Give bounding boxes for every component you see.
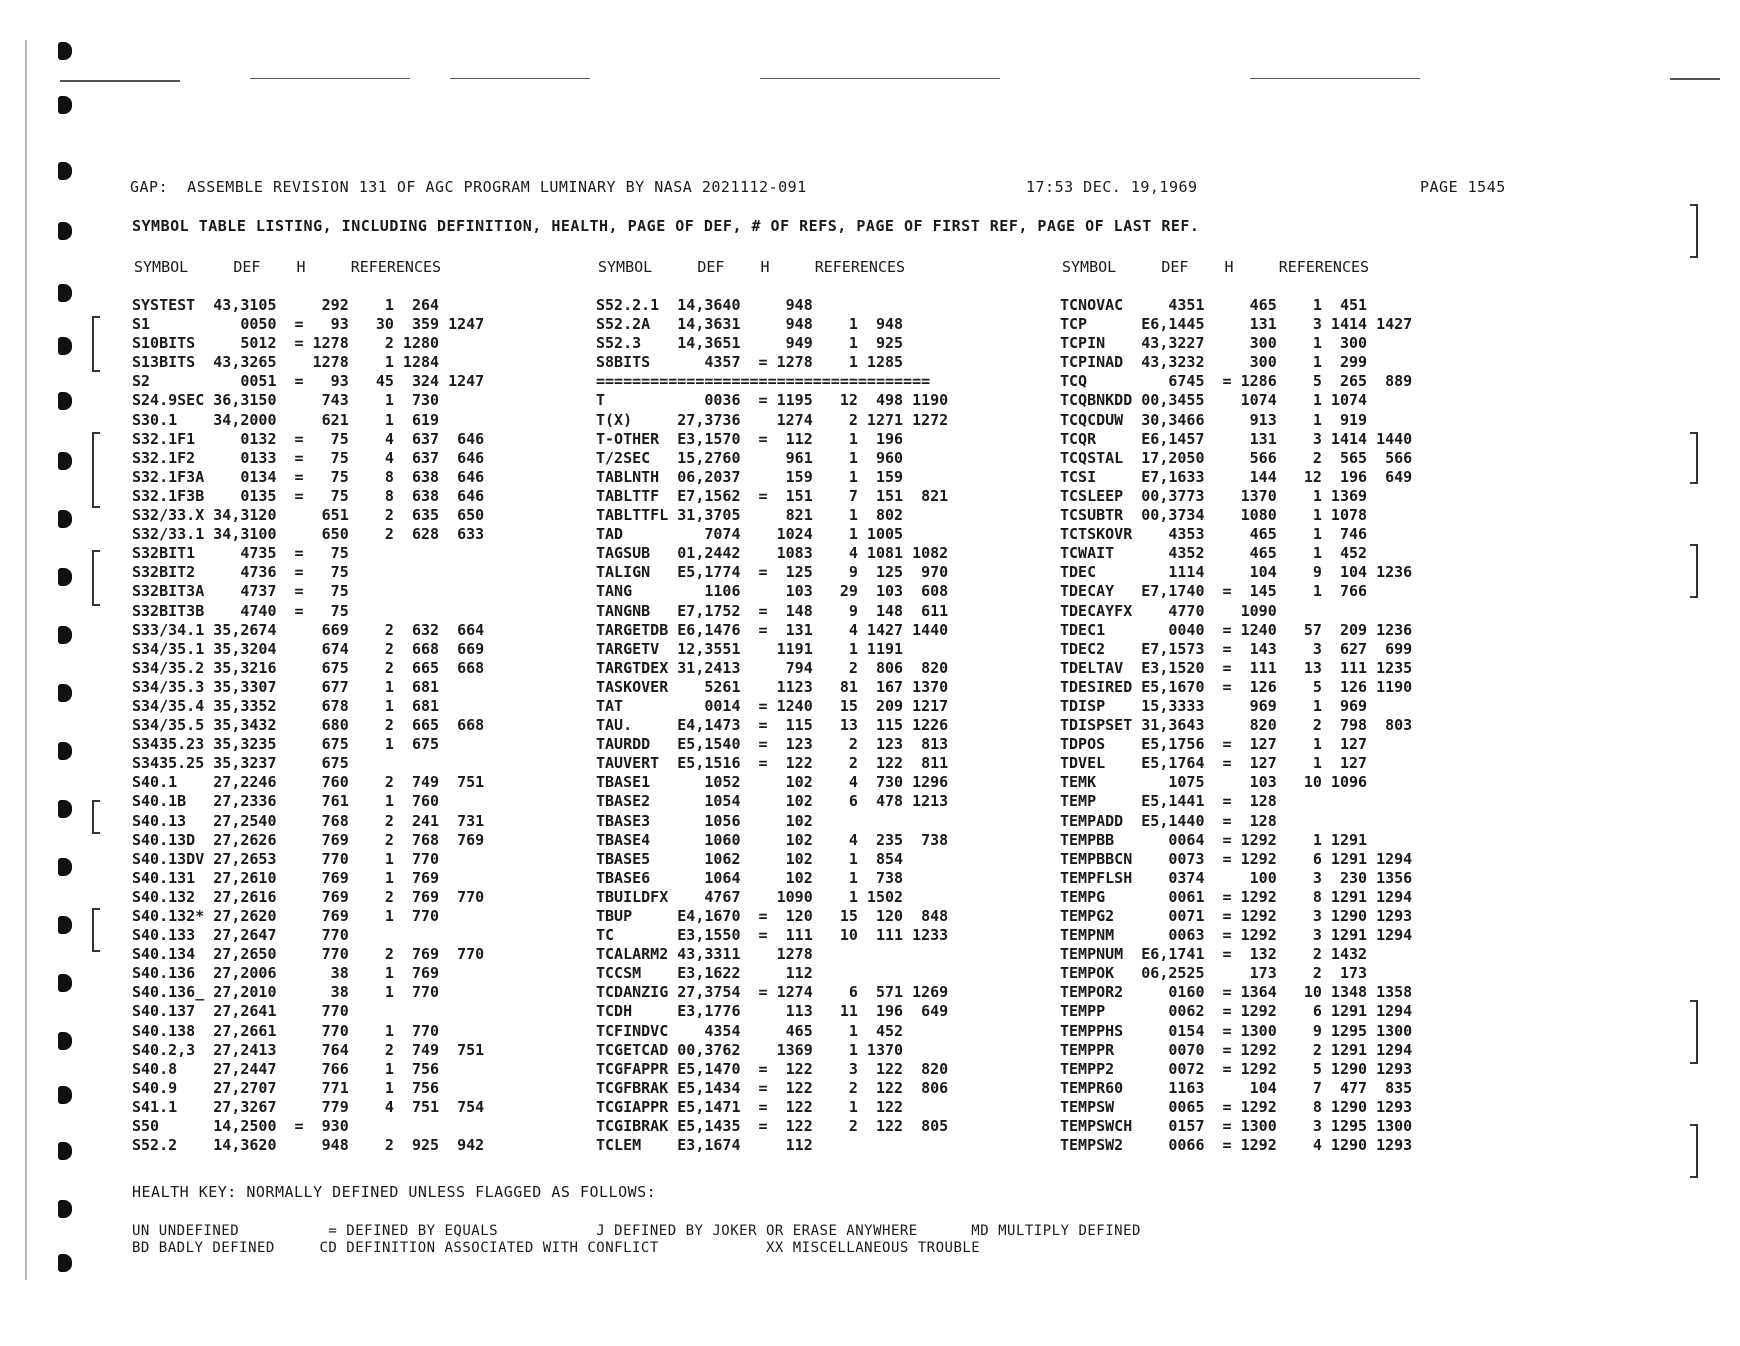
symbol-table-right — [1060, 296, 1412, 1155]
table-row: TBASE1 1052 102 4 730 1296 — [596, 773, 949, 792]
table-row: TEMPSW 0065 = 1292 8 1290 1293 — [1060, 1097, 1413, 1116]
table-row: S3435.23 35,3235 675 1 675 — [132, 735, 440, 754]
table-row: TDELTAV E3,1520 = 111 13 111 1235 — [1060, 658, 1413, 677]
table-row: TBASE5 1062 102 1 854 — [596, 849, 904, 868]
margin-bracket — [92, 432, 100, 508]
table-row: S41.1 27,3267 779 4 751 754 — [132, 1097, 485, 1116]
table-row: TABLTTFL 31,3705 821 1 802 — [596, 506, 904, 525]
table-row: S13BITS 43,3265 1278 1 1284 — [132, 353, 440, 372]
table-row: S40.2,3 27,2413 764 2 749 751 — [132, 1040, 485, 1059]
table-row: TEMPR60 1163 104 7 477 835 — [1060, 1078, 1413, 1097]
table-row: TAURDD E5,1540 = 123 2 123 813 — [596, 735, 949, 754]
table-row: TCNOVAC 4351 465 1 451 — [1060, 296, 1368, 314]
table-row: S32.1F3A 0134 = 75 8 638 646 — [132, 467, 485, 486]
table-row: TCQ 6745 = 1286 5 265 889 — [1060, 372, 1413, 391]
table-row: TCTSKOVR 4353 465 1 746 — [1060, 525, 1368, 544]
table-row: TDEC2 E7,1573 = 143 3 627 699 — [1060, 639, 1413, 658]
table-row: TBASE6 1064 102 1 738 — [596, 868, 904, 887]
table-row: TDESIRED E5,1670 = 126 5 126 1190 — [1060, 677, 1413, 696]
table-row: S52.2.1 14,3640 948 — [596, 296, 813, 314]
table-row: TCSUBTR 00,3734 1080 1 1078 — [1060, 506, 1368, 525]
health-key-line-2: BD BADLY DEFINED CD DEFINITION ASSOCIATED WITH CONFLICT XX MISCELLANEOUS TROUBLE — [132, 1240, 981, 1256]
table-row: TCQSTAL 17,2050 566 2 565 566 — [1060, 448, 1413, 467]
table-row: TEMPP2 0072 = 1292 5 1290 1293 — [1060, 1059, 1413, 1078]
listing-header-time: 17:53 DEC. 19,1969 — [1026, 178, 1198, 196]
health-key-title: HEALTH KEY: NORMALLY DEFINED UNLESS FLAGGED AS FOLLOWS: — [132, 1183, 657, 1201]
table-row: S40.8 27,2447 766 1 756 — [132, 1059, 440, 1078]
margin-bracket — [92, 908, 100, 952]
table-row: S32BIT3B 4740 = 75 — [132, 601, 349, 620]
table-row: TCSLEEP 00,3773 1370 1 1369 — [1060, 486, 1368, 505]
punch-hole-icon — [58, 452, 72, 470]
punch-hole-icon — [58, 337, 72, 355]
table-row: TCWAIT 4352 465 1 452 — [1060, 544, 1368, 563]
punch-hole-icon — [58, 626, 72, 644]
table-row: S40.9 27,2707 771 1 756 — [132, 1078, 440, 1097]
table-row: S40.13DV 27,2653 770 1 770 — [132, 849, 440, 868]
table-row: TEMPPHS 0154 = 1300 9 1295 1300 — [1060, 1021, 1413, 1040]
table-row: TEMPADD E5,1440 = 128 — [1060, 811, 1277, 830]
table-row: S52.3 14,3651 949 1 925 — [596, 334, 904, 353]
margin-bracket — [1690, 1000, 1698, 1064]
table-row: TCCSM E3,1622 112 — [596, 964, 813, 983]
table-row: TCPINAD 43,3232 300 1 299 — [1060, 353, 1368, 372]
table-row: TEMPSW2 0066 = 1292 4 1290 1293 — [1060, 1136, 1413, 1155]
table-row: S34/35.1 35,3204 674 2 668 669 — [132, 639, 485, 658]
punch-hole-icon — [58, 1200, 72, 1218]
table-row: S40.132* 27,2620 769 1 770 — [132, 907, 440, 925]
punch-hole-icon — [58, 1254, 72, 1272]
table-row: TARGTDEX 31,2413 794 2 806 820 — [596, 658, 949, 677]
table-row: TANGNB E7,1752 = 148 9 148 611 — [596, 601, 949, 620]
table-row: S34/35.3 35,3307 677 1 681 — [132, 677, 440, 696]
table-row: TCGIAPPR E5,1471 = 122 1 122 — [596, 1097, 904, 1116]
tear-rule — [1250, 78, 1420, 79]
table-row: TCPIN 43,3227 300 1 300 — [1060, 334, 1368, 353]
table-row: TEMPOK 06,2525 173 2 173 — [1060, 964, 1368, 983]
table-row: TBUILDFX 4767 1090 1 1502 — [596, 887, 904, 906]
punch-hole-icon — [58, 568, 72, 586]
margin-bracket — [1690, 544, 1698, 598]
table-row: S32/33.X 34,3120 651 2 635 650 — [132, 506, 485, 525]
table-row: S3435.25 35,3237 675 — [132, 754, 349, 773]
table-row: S32.1F1 0132 = 75 4 637 646 — [132, 429, 485, 448]
table-row: TDPOS E5,1756 = 127 1 127 — [1060, 735, 1368, 754]
table-row: S32BIT1 4735 = 75 — [132, 544, 349, 563]
table-row: S34/35.4 35,3352 678 1 681 — [132, 696, 440, 715]
table-row: TBASE2 1054 102 6 478 1213 — [596, 792, 949, 811]
health-key-line-1: UN UNDEFINED = DEFINED BY EQUALS J DEFINED BY JOKER OR ERASE ANYWHERE MD MULTIPLY DEFINED — [132, 1223, 1141, 1239]
table-row: T(X) 27,3736 1274 2 1271 1272 — [596, 410, 949, 429]
page-number: PAGE 1545 — [1420, 178, 1506, 196]
margin-bracket — [1690, 1124, 1698, 1178]
punch-hole-icon — [58, 916, 72, 934]
table-row: S50 14,2500 = 930 — [132, 1117, 349, 1136]
table-row: S40.136_ 27,2010 38 1 770 — [132, 983, 440, 1002]
table-row: S10BITS 5012 = 1278 2 1280 — [132, 334, 440, 353]
tear-rule — [1670, 78, 1720, 80]
table-row: TCFINDVC 4354 465 1 452 — [596, 1021, 904, 1040]
punch-hole-icon — [58, 42, 72, 60]
punch-hole-icon — [58, 800, 72, 818]
table-row: TAU. E4,1473 = 115 13 115 1226 — [596, 716, 949, 735]
table-row: TCQCDUW 30,3466 913 1 919 — [1060, 410, 1368, 429]
table-row: TBASE4 1060 102 4 235 738 — [596, 830, 949, 849]
table-row: S40.13 27,2540 768 2 241 731 — [132, 811, 485, 830]
table-row: S32/33.1 34,3100 650 2 628 633 — [132, 525, 485, 544]
margin-bracket — [92, 800, 100, 834]
table-row: TCGFBRAK E5,1434 = 122 2 122 806 — [596, 1078, 949, 1097]
table-row: TDECAY E7,1740 = 145 1 766 — [1060, 582, 1368, 601]
table-row: S34/35.5 35,3432 680 2 665 668 — [132, 716, 485, 735]
punch-hole-icon — [58, 1086, 72, 1104]
table-row: S52.2 14,3620 948 2 925 942 — [132, 1136, 485, 1155]
punch-hole-icon — [58, 392, 72, 410]
binder-edge-line — [25, 40, 27, 1280]
column-header-middle: SYMBOL DEF H REFERENCES — [598, 258, 906, 276]
table-row: T/2SEC 15,2760 961 1 960 — [596, 448, 904, 467]
table-row: TAD 7074 1024 1 1005 — [596, 525, 904, 544]
table-row: TEMPG2 0071 = 1292 3 1290 1293 — [1060, 907, 1413, 925]
table-row: TAGSUB 01,2442 1083 4 1081 1082 — [596, 544, 949, 563]
table-row: TDECAYFX 4770 1090 — [1060, 601, 1277, 620]
table-row: TEMPSWCH 0157 = 1300 3 1295 1300 — [1060, 1117, 1413, 1136]
table-row: TABLTTF E7,1562 = 151 7 151 821 — [596, 486, 949, 505]
table-row: S8BITS 4357 = 1278 1 1285 — [596, 353, 904, 372]
punch-hole-icon — [58, 974, 72, 992]
table-row: TCGETCAD 00,3762 1369 1 1370 — [596, 1040, 904, 1059]
table-row: S2 0051 = 93 45 324 1247 — [132, 372, 485, 391]
table-row: S40.131 27,2610 769 1 769 — [132, 868, 440, 887]
tear-rule — [760, 78, 1000, 79]
table-row: T-OTHER E3,1570 = 112 1 196 — [596, 429, 904, 448]
punch-hole-icon — [58, 222, 72, 240]
table-row: S24.9SEC 36,3150 743 1 730 — [132, 391, 440, 410]
table-row: TEMPPR 0070 = 1292 2 1291 1294 — [1060, 1040, 1413, 1059]
table-row: TCP E6,1445 131 3 1414 1427 — [1060, 315, 1413, 334]
table-row: TCSI E7,1633 144 12 196 649 — [1060, 467, 1413, 486]
table-row: SYSTEST 43,3105 292 1 264 — [132, 296, 440, 314]
table-row: TALIGN E5,1774 = 125 9 125 970 — [596, 563, 949, 582]
punch-hole-icon — [58, 1032, 72, 1050]
table-row: TCGIBRAK E5,1435 = 122 2 122 805 — [596, 1117, 949, 1136]
listing-subtitle: SYMBOL TABLE LISTING, INCLUDING DEFINITION, HEALTH, PAGE OF DEF, # OF REFS, PAGE OF FIRST REF, PAGE OF LAST REF. — [132, 217, 1200, 235]
tear-rule — [450, 78, 590, 79]
table-row: TC E3,1550 = 111 10 111 1233 — [596, 926, 949, 945]
table-row: TCDH E3,1776 113 11 196 649 — [596, 1002, 949, 1021]
table-row: TCGFAPPR E5,1470 = 122 3 122 820 — [596, 1059, 949, 1078]
table-row: TCLEM E3,1674 112 — [596, 1136, 813, 1155]
margin-bracket — [1690, 204, 1698, 258]
table-row: ===================================== — [596, 372, 931, 391]
table-row: S1 0050 = 93 30 359 1247 — [132, 315, 485, 334]
table-row: TEMPFLSH 0374 100 3 230 1356 — [1060, 868, 1413, 887]
table-row: TANG 1106 103 29 103 608 — [596, 582, 949, 601]
table-row: TAUVERT E5,1516 = 122 2 122 811 — [596, 754, 949, 773]
punch-hole-icon — [58, 858, 72, 876]
table-row: S32.1F3B 0135 = 75 8 638 646 — [132, 486, 485, 505]
table-row: T 0036 = 1195 12 498 1190 — [596, 391, 949, 410]
table-row: S33/34.1 35,2674 669 2 632 664 — [132, 620, 485, 639]
table-row: TEMPP 0062 = 1292 6 1291 1294 — [1060, 1002, 1413, 1021]
table-row: TDEC 1114 104 9 104 1236 — [1060, 563, 1413, 582]
table-row: TCDANZIG 27,3754 = 1274 6 571 1269 — [596, 983, 949, 1002]
tear-rule — [60, 80, 180, 82]
table-row: S34/35.2 35,3216 675 2 665 668 — [132, 658, 485, 677]
punch-hole-icon — [58, 684, 72, 702]
column-header-right: SYMBOL DEF H REFERENCES — [1062, 258, 1370, 276]
table-row: TASKOVER 5261 1123 81 167 1370 — [596, 677, 949, 696]
table-row: TDISPSET 31,3643 820 2 798 803 — [1060, 716, 1413, 735]
margin-bracket — [92, 316, 100, 372]
punch-hole-icon — [58, 96, 72, 114]
table-row: TEMPG 0061 = 1292 8 1291 1294 — [1060, 887, 1413, 906]
table-row: TBASE3 1056 102 — [596, 811, 813, 830]
table-row: TEMP E5,1441 = 128 — [1060, 792, 1277, 811]
table-row: S32BIT2 4736 = 75 — [132, 563, 349, 582]
table-row: TABLNTH 06,2037 159 1 159 — [596, 467, 904, 486]
table-row: TDEC1 0040 = 1240 57 209 1236 — [1060, 620, 1413, 639]
table-row: TARGETV 12,3551 1191 1 1191 — [596, 639, 904, 658]
table-row: S40.134 27,2650 770 2 769 770 — [132, 945, 485, 964]
table-row: S40.13D 27,2626 769 2 768 769 — [132, 830, 485, 849]
table-row: TEMPBB 0064 = 1292 1 1291 — [1060, 830, 1368, 849]
table-row: TCQBNKDD 00,3455 1074 1 1074 — [1060, 391, 1368, 410]
table-row: TBUP E4,1670 = 120 15 120 848 — [596, 907, 949, 925]
punch-hole-icon — [58, 742, 72, 760]
table-row: S40.137 27,2641 770 — [132, 1002, 349, 1021]
table-row: S40.132 27,2616 769 2 769 770 — [132, 887, 485, 906]
table-row: TAT 0014 = 1240 15 209 1217 — [596, 696, 949, 715]
column-header-left: SYMBOL DEF H REFERENCES — [134, 258, 442, 276]
table-row: S40.136 27,2006 38 1 769 — [132, 964, 440, 983]
table-row: S40.1B 27,2336 761 1 760 — [132, 792, 440, 811]
table-row: S40.138 27,2661 770 1 770 — [132, 1021, 440, 1040]
table-row: S52.2A 14,3631 948 1 948 — [596, 315, 904, 334]
table-row: S32.1F2 0133 = 75 4 637 646 — [132, 448, 485, 467]
punch-hole-icon — [58, 510, 72, 528]
table-row: TCALARM2 43,3311 1278 — [596, 945, 813, 964]
table-row: S40.1 27,2246 760 2 749 751 — [132, 773, 485, 792]
punch-hole-icon — [58, 162, 72, 180]
symbol-table-left — [132, 296, 484, 1155]
table-row: TEMPOR2 0160 = 1364 10 1348 1358 — [1060, 983, 1413, 1002]
table-row: TEMK 1075 103 10 1096 — [1060, 773, 1368, 792]
table-row: TARGETDB E6,1476 = 131 4 1427 1440 — [596, 620, 949, 639]
tear-rule — [250, 78, 410, 79]
symbol-table-middle — [596, 296, 948, 1155]
table-row: TCQR E6,1457 131 3 1414 1440 — [1060, 429, 1413, 448]
margin-bracket — [1690, 432, 1698, 484]
table-row: TDISP 15,3333 969 1 969 — [1060, 696, 1368, 715]
margin-bracket — [92, 550, 100, 606]
table-row: TEMPNUM E6,1741 = 132 2 1432 — [1060, 945, 1368, 964]
table-row: TDVEL E5,1764 = 127 1 127 — [1060, 754, 1368, 773]
punch-hole-icon — [58, 284, 72, 302]
table-row: S40.133 27,2647 770 — [132, 926, 349, 945]
punch-hole-icon — [58, 1142, 72, 1160]
table-row: S30.1 34,2000 621 1 619 — [132, 410, 440, 429]
listing-header-title: GAP: ASSEMBLE REVISION 131 OF AGC PROGRAM LUMINARY BY NASA 2021112-091 — [130, 178, 807, 196]
table-row: TEMPBBCN 0073 = 1292 6 1291 1294 — [1060, 849, 1413, 868]
table-row: TEMPNM 0063 = 1292 3 1291 1294 — [1060, 926, 1413, 945]
table-row: S32BIT3A 4737 = 75 — [132, 582, 349, 601]
